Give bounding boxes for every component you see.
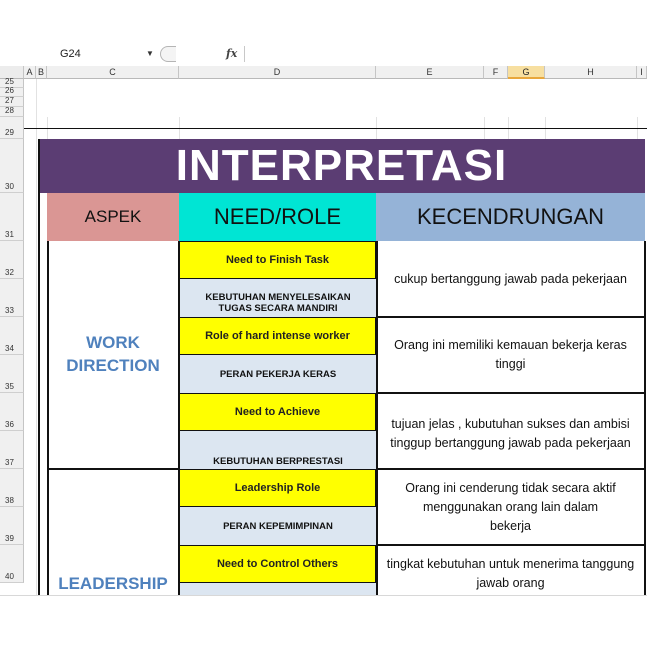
name-box[interactable] [0,46,160,62]
cell-border [376,392,645,394]
role-cell[interactable]: Need to Finish Task [179,241,376,279]
row-header-33[interactable] [0,279,24,317]
header-need-role[interactable]: NEED/ROLE [179,193,376,241]
row-number: 26 [5,86,14,95]
insert-function-icon[interactable]: fx [226,47,238,60]
cell-border [376,544,645,546]
column-header-d[interactable]: D [179,66,376,79]
row-number: 40 [5,572,14,581]
row-number: 25 [5,77,14,86]
row-header-32[interactable] [0,241,24,279]
row-header-31[interactable] [0,193,24,241]
column-header-e[interactable]: E [376,66,484,79]
role-id-line: KEBUTUHAN MENYELESAIKAN [205,292,351,303]
row-number: 39 [5,534,14,543]
row-number: 35 [5,382,14,391]
column-header-c[interactable]: C [47,66,179,79]
row-number: 38 [5,496,14,505]
row-header-29[interactable] [0,117,24,139]
row-header-35[interactable] [0,355,24,393]
cell-border [47,241,49,595]
sheet-title[interactable]: INTERPRETASI [38,139,645,193]
row-header-38[interactable] [0,469,24,507]
formula-bar-expand-handle[interactable] [160,46,176,62]
role-id-cell[interactable]: KEBUTUHAN BERPRESTASI [180,431,376,469]
role-id-cell[interactable]: PERAN KEPEMIMPINAN [180,507,376,545]
cell-border [38,139,40,595]
gridline [36,79,37,595]
row-number: 29 [5,128,14,137]
row-number: 30 [5,182,14,191]
row-number: 27 [5,96,14,105]
tendency-cell[interactable] [376,545,645,595]
row-number: 28 [5,106,14,115]
row-number: 32 [5,268,14,277]
cell-border [644,241,646,595]
cell-reference: G24 [60,48,81,60]
aspect-label-line: DIRECTION [66,356,160,375]
row-header-37[interactable] [0,431,24,469]
row-number: 33 [5,306,14,315]
tendency-line: tingkat kebutuhan untuk menerima tanggung [386,557,635,571]
name-box-dropdown-icon[interactable]: ▼ [146,49,154,58]
tendency-line: menggunakan orang lain dalam [422,499,599,514]
aspect-leadership[interactable]: LEADERSHIP [58,574,168,593]
row-number: 37 [5,458,14,467]
role-cell[interactable]: Need to Control Others [179,545,376,583]
tendency-line: Orang ini cenderung tidak secara aktif [405,480,616,495]
tendency-cell[interactable] [376,393,645,469]
tendency-line: Orang ini memiliki kemauan bekerja keras [394,338,627,352]
header-aspek[interactable]: ASPEK [47,193,179,241]
tendency-line: jawab orang [476,576,545,590]
row-header-28[interactable] [0,107,24,117]
row-header-40[interactable] [0,545,24,583]
cell-border [47,468,178,470]
row-number: 34 [5,344,14,353]
cell-border [376,468,645,470]
cell-border [376,316,645,318]
page-blank-area [0,596,647,647]
role-id-cell[interactable]: PERAN PEKERJA KERAS [180,355,376,393]
tendency-cell[interactable] [376,469,645,545]
role-cell[interactable]: Role of hard intense worker [179,317,376,355]
row-header-39[interactable] [0,507,24,545]
tendency-line: tinggup bertanggung jawab pada pekerjaan [390,436,631,450]
cell-border [178,241,180,595]
role-cell[interactable]: Need to Achieve [179,393,376,431]
column-header-b[interactable]: B [36,66,47,79]
aspect-work-direction[interactable] [47,331,179,377]
formula-bar-divider [244,46,245,62]
role-id-cell[interactable] [180,279,376,317]
cell-border [376,241,378,595]
cell-border [24,128,647,129]
column-header-f[interactable]: F [484,66,508,79]
column-header-a[interactable]: A [24,66,36,79]
aspect-label-line: WORK [86,333,140,352]
row-number: 31 [5,230,14,239]
column-header-i[interactable]: I [637,66,647,79]
row-number: 36 [5,420,14,429]
tendency-cell[interactable]: cukup bertanggung jawab pada pekerjaan [394,271,627,286]
row-header-30[interactable] [0,139,24,193]
tendency-line: tujuan jelas , kubutuhan sukses dan ambisi [391,417,630,431]
column-header-h[interactable]: H [545,66,637,79]
tendency-line: tinggi [495,357,526,371]
row-header-34[interactable] [0,317,24,355]
tendency-line: bekerja [490,518,531,533]
header-kecendrungan[interactable]: KECENDRUNGAN [376,193,645,241]
role-id-line: TUGAS SECARA MANDIRI [218,303,338,314]
role-cell[interactable]: Leadership Role [179,469,376,507]
column-header-g[interactable]: G [508,66,545,79]
row-header-36[interactable] [0,393,24,431]
tendency-cell[interactable] [376,317,645,393]
